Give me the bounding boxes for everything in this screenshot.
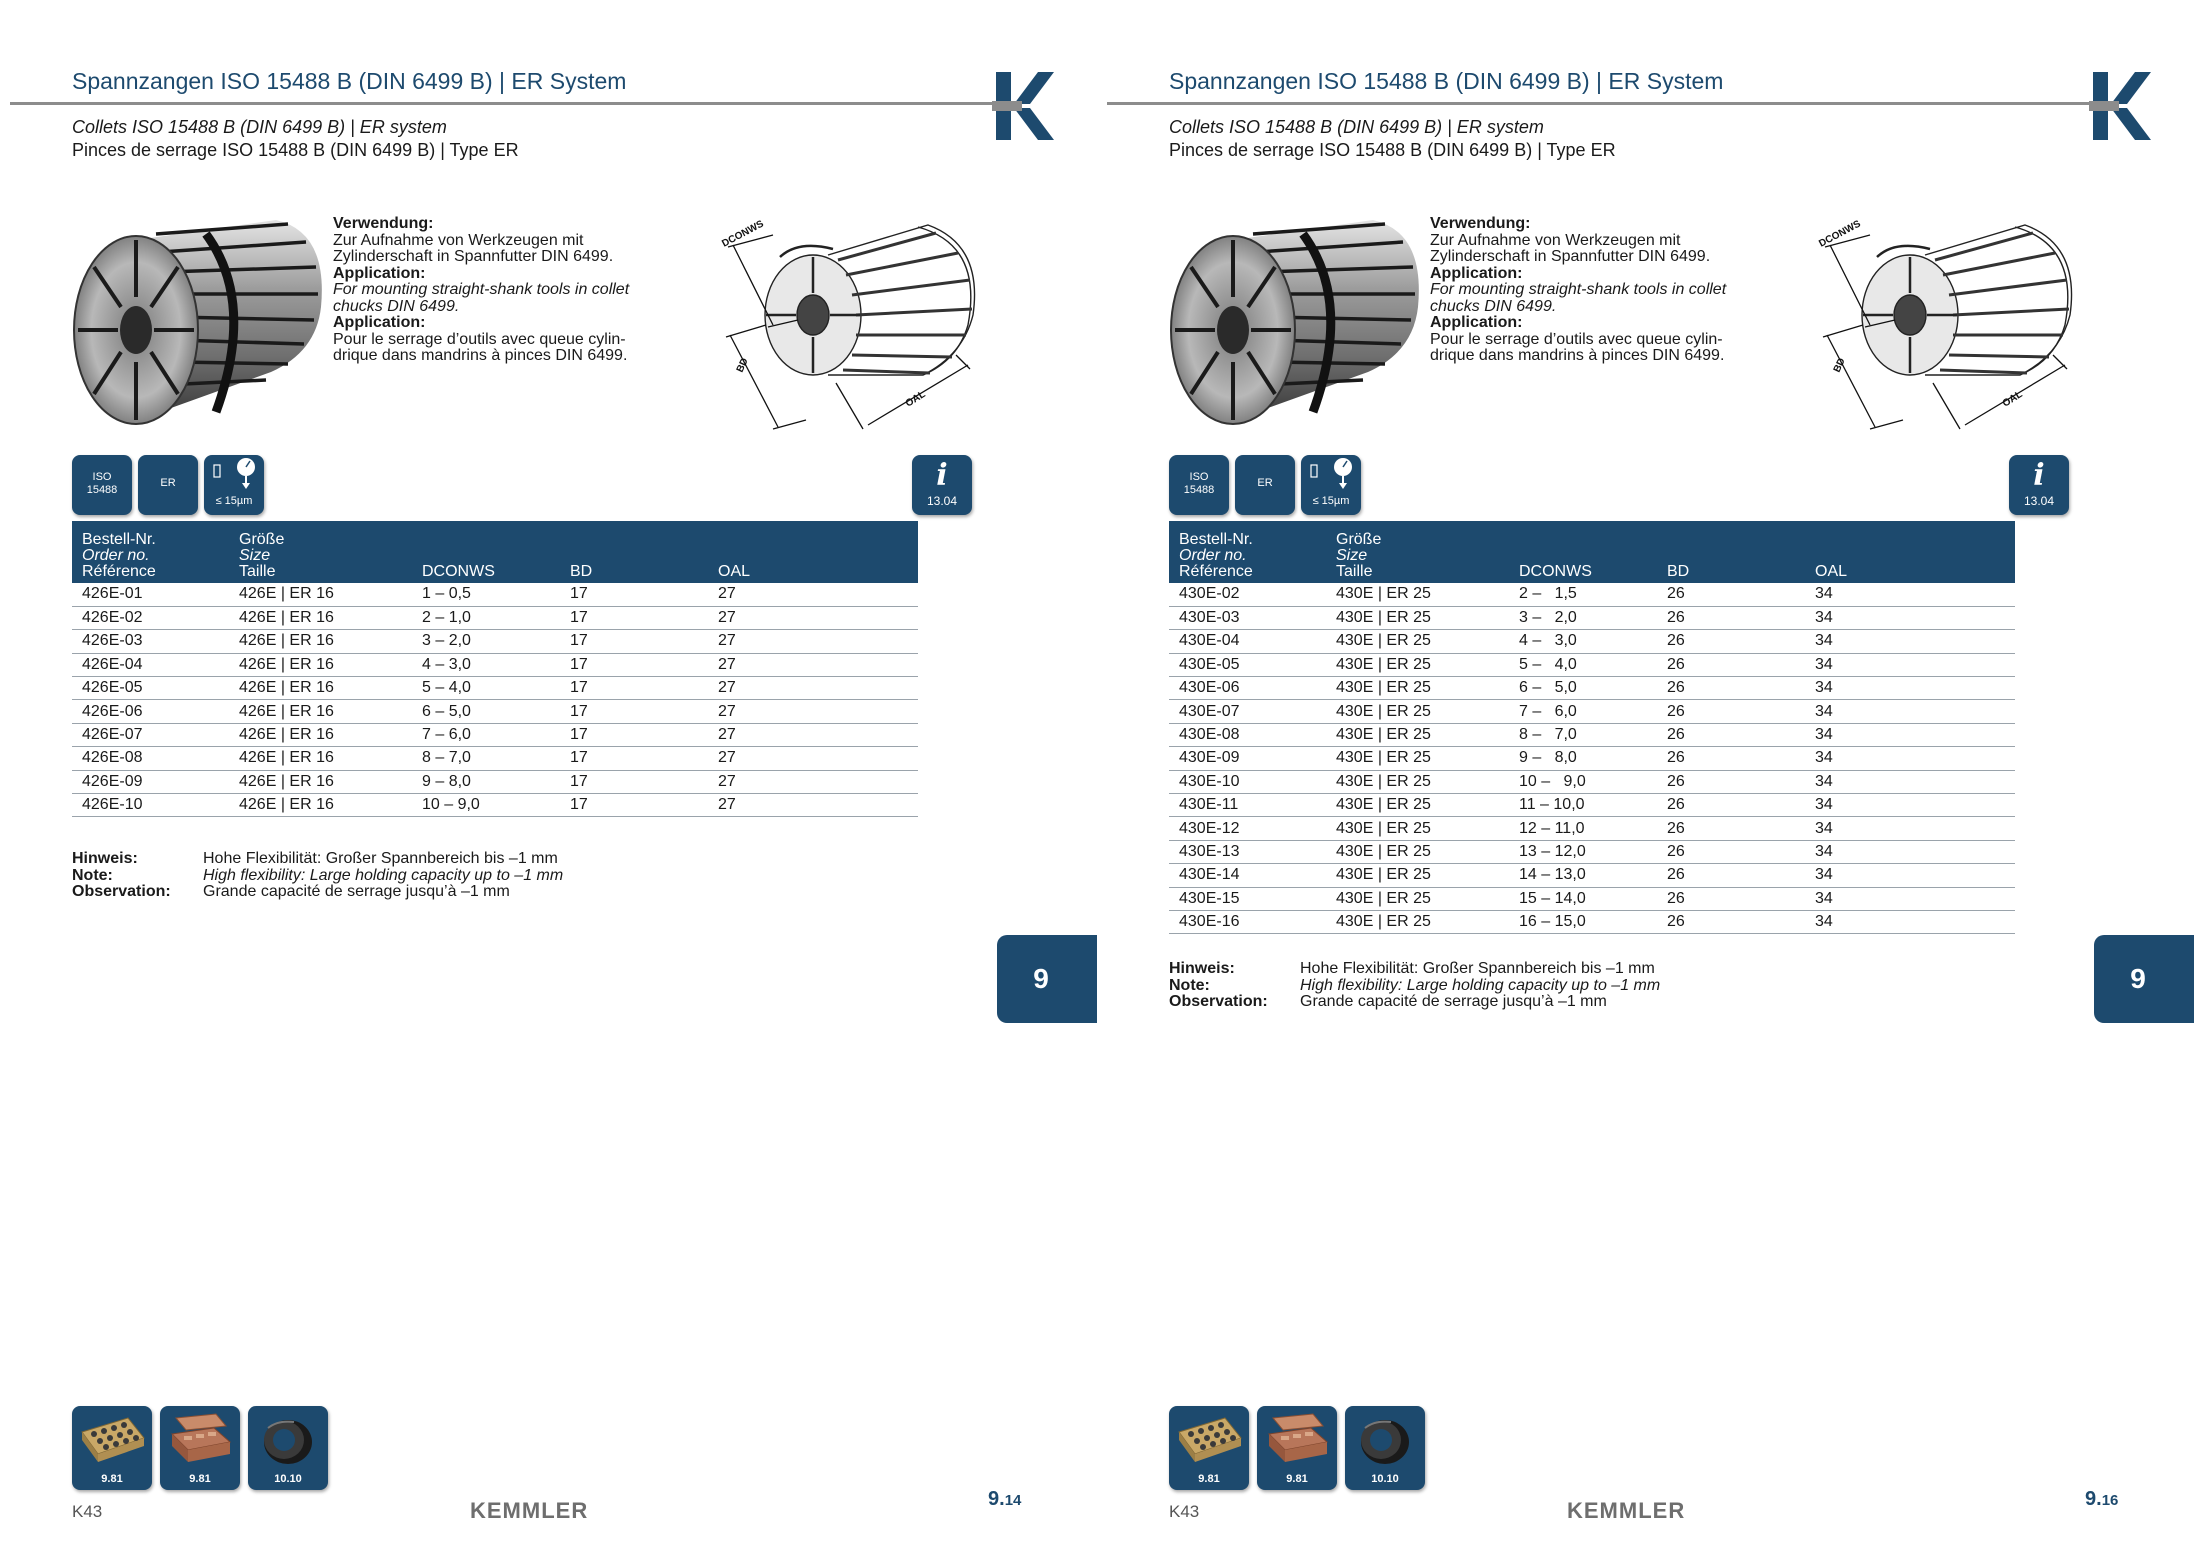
info-reference: 13.04: [2023, 494, 2055, 508]
cell-dconws: 4 – 3,0: [412, 653, 560, 676]
note-row-en: [1169, 978, 1660, 995]
note-text-fr: Grande capacité de serrage jusqu’à –1 mm: [203, 883, 510, 900]
cell-dconws: 10 – 9,0: [412, 794, 560, 817]
cell-bd: 26: [1657, 794, 1805, 817]
cell-order-no: 426E-05: [72, 677, 229, 700]
note-text-de: Hohe Flexibilität: Großer Spannbereich bis –1 mm: [1300, 960, 1655, 977]
cell-dconws: 5 – 4,0: [412, 677, 560, 700]
drawing-label-bd: BD: [1831, 356, 1848, 375]
cell-oal: 34: [1805, 794, 2015, 817]
cell-size: 426E | ER 16: [229, 606, 412, 629]
table-row: [1169, 770, 2015, 793]
cell-oal: 34: [1805, 817, 2015, 840]
cell-order-no: 430E-05: [1169, 653, 1326, 676]
usage-text-en: For mounting straight-shank tools in collet chucks DIN 6499.: [333, 281, 630, 315]
cell-order-no: 426E-03: [72, 630, 229, 653]
cell-order-no: 426E-01: [72, 583, 229, 606]
cell-dconws: 6 – 5,0: [412, 700, 560, 723]
er-badge-label: ER: [160, 477, 176, 489]
cell-size: 430E | ER 25: [1326, 700, 1509, 723]
note-row-de: [1169, 961, 1660, 978]
runout-gauge-icon: [1307, 457, 1357, 491]
collet-wooden-box-icon: [166, 1412, 234, 1468]
cell-bd: 17: [560, 747, 708, 770]
cell-oal: 27: [708, 630, 918, 653]
cell-order-no: 426E-02: [72, 606, 229, 629]
chapter-number: 9: [2130, 963, 2146, 994]
cell-dconws: 15 – 14,0: [1509, 887, 1657, 910]
cell-bd: 26: [1657, 653, 1805, 676]
cell-oal: 27: [708, 700, 918, 723]
table-row: [72, 583, 918, 606]
cell-oal: 34: [1805, 910, 2015, 933]
drawing-label-dconws: DCONWS: [720, 218, 766, 250]
cell-oal: 34: [1805, 887, 2015, 910]
table-row: [1169, 747, 2015, 770]
cell-size: 430E | ER 25: [1326, 583, 1509, 606]
cell-size: 426E | ER 16: [229, 794, 412, 817]
chapter-tab[interactable]: [2094, 935, 2194, 1023]
header-order-en: Order no.: [1179, 547, 1247, 564]
page-title: Spannzangen ISO 15488 B (DIN 6499 B) | ER System: [1169, 68, 1724, 94]
cell-dconws: 4 – 3,0: [1509, 630, 1657, 653]
cell-order-no: 430E-14: [1169, 864, 1326, 887]
col-size: [229, 521, 412, 583]
iso-standard-badge: [1169, 455, 1229, 515]
cell-bd: 26: [1657, 840, 1805, 863]
cell-dconws: 5 – 4,0: [1509, 653, 1657, 676]
collet-wooden-box-icon: [1263, 1412, 1331, 1468]
table-row: [72, 794, 918, 817]
accessory-ref: 9.81: [1286, 1473, 1308, 1485]
table-row: [1169, 606, 2015, 629]
cell-dconws: 11 – 10,0: [1509, 794, 1657, 817]
accessory-ref: 10.10: [274, 1473, 302, 1485]
catalog-code: K43: [1169, 1502, 1200, 1521]
header-order-en: Order no.: [82, 547, 150, 564]
cell-oal: 34: [1805, 864, 2015, 887]
usage-block: [333, 216, 673, 365]
table-row: [72, 723, 918, 746]
cell-order-no: 430E-09: [1169, 747, 1326, 770]
subtitle-french: Pinces de serrage ISO 15488 B (DIN 6499 B) | Type ER: [72, 140, 519, 160]
cell-order-no: 430E-13: [1169, 840, 1326, 863]
cell-order-no: 430E-02: [1169, 583, 1326, 606]
subtitle-english: Collets ISO 15488 B (DIN 6499 B) | ER system: [72, 117, 447, 137]
cell-size: 430E | ER 25: [1326, 910, 1509, 933]
notes-block: [1169, 961, 1660, 1011]
table-row: [72, 747, 918, 770]
cell-bd: 17: [560, 700, 708, 723]
cell-order-no: 426E-04: [72, 653, 229, 676]
cell-order-no: 426E-07: [72, 723, 229, 746]
iso-standard-badge: [72, 455, 132, 515]
usage-text-de: Zur Aufnahme von Werkzeugen mit Zylinderschaft in Spannfutter DIN 6499.: [1430, 231, 1711, 265]
col-bd: BD: [1657, 521, 1805, 583]
accessory-ref: 10.10: [1371, 1473, 1399, 1485]
col-bd: BD: [560, 521, 708, 583]
cell-size: 430E | ER 25: [1326, 864, 1509, 887]
cell-bd: 17: [560, 653, 708, 676]
table-row: [1169, 583, 2015, 606]
cell-order-no: 430E-10: [1169, 770, 1326, 793]
table-row: [1169, 910, 2015, 933]
cell-bd: 26: [1657, 630, 1805, 653]
cell-order-no: 430E-03: [1169, 606, 1326, 629]
cell-bd: 17: [560, 794, 708, 817]
cell-bd: 26: [1657, 606, 1805, 629]
product-table: [1169, 521, 2015, 934]
cell-size: 430E | ER 25: [1326, 630, 1509, 653]
table-row: [72, 630, 918, 653]
cell-order-no: 430E-07: [1169, 700, 1326, 723]
accessory-collet-set-tray[interactable]: [1169, 1406, 1249, 1490]
table-header-row: [72, 521, 918, 583]
info-reference-badge[interactable]: [912, 455, 972, 515]
cell-size: 426E | ER 16: [229, 747, 412, 770]
cell-dconws: 8 – 7,0: [1509, 723, 1657, 746]
cell-order-no: 426E-10: [72, 794, 229, 817]
cell-dconws: 9 – 8,0: [1509, 747, 1657, 770]
accessory-ref: 9.81: [189, 1473, 211, 1485]
cell-oal: 34: [1805, 630, 2015, 653]
cell-bd: 26: [1657, 677, 1805, 700]
info-icon: i: [2033, 458, 2045, 493]
header-size-fr: Taille: [1336, 563, 1373, 580]
cell-size: 426E | ER 16: [229, 770, 412, 793]
clamping-nut-icon: [1351, 1412, 1419, 1468]
page-number: [988, 1488, 1021, 1511]
cell-dconws: 2 – 1,5: [1509, 583, 1657, 606]
collet-drawing: [718, 205, 988, 440]
cell-size: 426E | ER 16: [229, 630, 412, 653]
col-dconws: DCONWS: [1509, 521, 1657, 583]
kemmler-k-logo-icon: [2089, 70, 2153, 142]
usage-label-en: Application:: [333, 264, 426, 282]
cell-order-no: 426E-06: [72, 700, 229, 723]
table-row: [72, 700, 918, 723]
col-oal: OAL: [708, 521, 918, 583]
info-reference: 13.04: [926, 494, 958, 508]
cell-order-no: 430E-06: [1169, 677, 1326, 700]
brand-name: KEMMLER: [470, 1498, 589, 1523]
cell-dconws: 12 – 11,0: [1509, 817, 1657, 840]
cell-oal: 34: [1805, 700, 2015, 723]
er-type-badge: [1235, 455, 1295, 515]
cell-size: 430E | ER 25: [1326, 794, 1509, 817]
collet-drawing: [1815, 205, 2085, 440]
cell-size: 430E | ER 25: [1326, 747, 1509, 770]
cell-size: 430E | ER 25: [1326, 606, 1509, 629]
header-order-de: Bestell-Nr.: [82, 531, 156, 548]
table-row: [72, 677, 918, 700]
note-text-fr: Grande capacité de serrage jusqu’à –1 mm: [1300, 993, 1607, 1010]
cell-order-no: 430E-12: [1169, 817, 1326, 840]
cell-size: 426E | ER 16: [229, 653, 412, 676]
runout-badge: [1301, 455, 1361, 515]
cell-size: 426E | ER 16: [229, 700, 412, 723]
cell-order-no: 426E-09: [72, 770, 229, 793]
notes-block: [72, 851, 563, 901]
table-body: [1169, 583, 2015, 934]
cell-oal: 34: [1805, 747, 2015, 770]
cell-size: 430E | ER 25: [1326, 887, 1509, 910]
cell-oal: 34: [1805, 840, 2015, 863]
subtitle-french: Pinces de serrage ISO 15488 B (DIN 6499 B) | Type ER: [1169, 140, 1616, 160]
table-row: [1169, 653, 2015, 676]
header-rule: [10, 102, 1000, 105]
accessory-clamping-nut[interactable]: [1345, 1406, 1425, 1490]
table-row: [1169, 864, 2015, 887]
col-order-no: [1169, 521, 1326, 583]
page-title: Spannzangen ISO 15488 B (DIN 6499 B) | ER System: [72, 68, 627, 94]
cell-size: 430E | ER 25: [1326, 677, 1509, 700]
runout-badge: [204, 455, 264, 515]
kemmler-k-logo-icon: [992, 70, 1056, 142]
table-row: [1169, 887, 2015, 910]
cell-oal: 27: [708, 653, 918, 676]
cell-dconws: 7 – 6,0: [1509, 700, 1657, 723]
runout-badge-label: ≤ 15µm: [1312, 495, 1350, 507]
cell-oal: 34: [1805, 723, 2015, 746]
header-size-en: Size: [1336, 547, 1368, 564]
catalog-code: K43: [72, 1502, 103, 1521]
note-label-de: Hinweis:: [1169, 960, 1235, 977]
cell-bd: 17: [560, 677, 708, 700]
cell-oal: 34: [1805, 770, 2015, 793]
cell-dconws: 14 – 13,0: [1509, 864, 1657, 887]
cell-size: 430E | ER 25: [1326, 817, 1509, 840]
cell-dconws: 16 – 15,0: [1509, 910, 1657, 933]
cell-dconws: 9 – 8,0: [412, 770, 560, 793]
cell-order-no: 430E-15: [1169, 887, 1326, 910]
cell-size: 430E | ER 25: [1326, 770, 1509, 793]
note-row-en: [72, 868, 563, 885]
iso-badge-label: ISO 15488: [1183, 471, 1215, 496]
cell-oal: 27: [708, 583, 918, 606]
note-text-de: Hohe Flexibilität: Großer Spannbereich bis –1 mm: [203, 850, 558, 867]
table-row: [1169, 677, 2015, 700]
header-rule: [1107, 102, 2097, 105]
note-row-fr: [72, 884, 563, 901]
cell-oal: 34: [1805, 583, 2015, 606]
note-row-fr: [1169, 994, 1660, 1011]
cell-order-no: 426E-08: [72, 747, 229, 770]
header-size-de: Größe: [1336, 531, 1382, 548]
cell-size: 426E | ER 16: [229, 583, 412, 606]
cell-dconws: 1 – 0,5: [412, 583, 560, 606]
page-number: [2085, 1488, 2118, 1511]
er-badge-label: ER: [1257, 477, 1273, 489]
cell-dconws: 3 – 2,0: [1509, 606, 1657, 629]
cell-size: 426E | ER 16: [229, 723, 412, 746]
cell-oal: 27: [708, 794, 918, 817]
cell-bd: 17: [560, 583, 708, 606]
page-number-main: 9.: [988, 1488, 1005, 1510]
usage-label-fr: Application:: [333, 314, 426, 331]
cell-dconws: 6 – 5,0: [1509, 677, 1657, 700]
table-row: [1169, 817, 2015, 840]
cell-oal: 27: [708, 606, 918, 629]
table-header-row: [1169, 521, 2015, 583]
accessory-ref: 9.81: [101, 1473, 123, 1485]
cell-size: 430E | ER 25: [1326, 653, 1509, 676]
cell-oal: 27: [708, 770, 918, 793]
table-row: [1169, 723, 2015, 746]
cell-dconws: 2 – 1,0: [412, 606, 560, 629]
page-number-sub: 14: [1004, 1492, 1022, 1509]
product-table: [72, 521, 918, 817]
cell-bd: 17: [560, 723, 708, 746]
table-row: [1169, 700, 2015, 723]
cell-oal: 27: [708, 723, 918, 746]
cell-bd: 17: [560, 606, 708, 629]
cell-bd: 17: [560, 630, 708, 653]
accessory-collet-set-tray[interactable]: [72, 1406, 152, 1490]
info-icon: i: [936, 458, 948, 493]
cell-bd: 26: [1657, 910, 1805, 933]
page-number-sub: 16: [2101, 1492, 2119, 1509]
note-row-de: [72, 851, 563, 868]
usage-label-de: Verwendung:: [333, 215, 434, 232]
usage-block: [1430, 216, 1770, 365]
note-label-en: Note:: [1169, 976, 1210, 994]
accessory-wooden-box[interactable]: [160, 1406, 240, 1490]
cell-bd: 26: [1657, 700, 1805, 723]
er-type-badge: [138, 455, 198, 515]
collet-photo: [1163, 212, 1425, 432]
cell-order-no: 430E-08: [1169, 723, 1326, 746]
cell-size: 426E | ER 16: [229, 677, 412, 700]
info-reference-badge[interactable]: [2009, 455, 2069, 515]
accessory-clamping-nut[interactable]: [248, 1406, 328, 1490]
usage-label-de: Verwendung:: [1430, 215, 1531, 232]
iso-badge-label: ISO 15488: [86, 471, 118, 496]
drawing-label-oal: OAL: [2000, 389, 2025, 410]
runout-badge-label: ≤ 15µm: [215, 495, 253, 507]
cell-oal: 34: [1805, 653, 2015, 676]
header-size-fr: Taille: [239, 563, 276, 580]
header-order-fr: Référence: [1179, 563, 1253, 580]
col-size: [1326, 521, 1509, 583]
table-body: [72, 583, 918, 817]
table-row: [72, 770, 918, 793]
usage-label-en: Application:: [1430, 264, 1523, 282]
cell-order-no: 430E-11: [1169, 794, 1326, 817]
note-label-de: Hinweis:: [72, 850, 138, 867]
cell-oal: 27: [708, 677, 918, 700]
cell-oal: 27: [708, 747, 918, 770]
table-row: [1169, 840, 2015, 863]
table-row: [1169, 630, 2015, 653]
header-size-en: Size: [239, 547, 271, 564]
cell-bd: 26: [1657, 770, 1805, 793]
col-dconws: DCONWS: [412, 521, 560, 583]
subtitle-english: Collets ISO 15488 B (DIN 6499 B) | ER system: [1169, 117, 1544, 137]
header-order-fr: Référence: [82, 563, 156, 580]
drawing-label-dconws: DCONWS: [1817, 218, 1863, 250]
cell-size: 430E | ER 25: [1326, 840, 1509, 863]
usage-text-fr: Pour le serrage d’outils avec queue cylin- drique dans mandrins à pinces DIN 6499.: [1430, 330, 1725, 364]
cell-order-no: 430E-04: [1169, 630, 1326, 653]
page-number-main: 9.: [2085, 1488, 2102, 1510]
cell-dconws: 13 – 12,0: [1509, 840, 1657, 863]
usage-text-en: For mounting straight-shank tools in collet chucks DIN 6499.: [1430, 281, 1727, 315]
drawing-label-bd: BD: [734, 356, 751, 375]
chapter-number: 9: [1033, 963, 1049, 994]
note-text-en: High flexibility: Large holding capacity up to –1 mm: [203, 866, 564, 884]
table-row: [72, 606, 918, 629]
cell-bd: 26: [1657, 887, 1805, 910]
cell-oal: 34: [1805, 606, 2015, 629]
note-label-fr: Observation:: [72, 883, 171, 900]
clamping-nut-icon: [254, 1412, 322, 1468]
drawing-label-oal: OAL: [903, 389, 928, 410]
cell-dconws: 7 – 6,0: [412, 723, 560, 746]
cell-dconws: 8 – 7,0: [412, 747, 560, 770]
cell-bd: 26: [1657, 723, 1805, 746]
catalog-page-right: [1097, 0, 2194, 1559]
accessory-ref: 9.81: [1198, 1473, 1220, 1485]
accessory-wooden-box[interactable]: [1257, 1406, 1337, 1490]
header-size-de: Größe: [239, 531, 285, 548]
collet-set-tray-icon: [1175, 1412, 1243, 1468]
col-oal: OAL: [1805, 521, 2015, 583]
runout-gauge-icon: [210, 457, 260, 491]
cell-order-no: 430E-16: [1169, 910, 1326, 933]
table-row: [72, 653, 918, 676]
cell-dconws: 3 – 2,0: [412, 630, 560, 653]
usage-text-de: Zur Aufnahme von Werkzeugen mit Zylinderschaft in Spannfutter DIN 6499.: [333, 231, 614, 265]
header-order-de: Bestell-Nr.: [1179, 531, 1253, 548]
cell-bd: 26: [1657, 583, 1805, 606]
cell-oal: 34: [1805, 677, 2015, 700]
cell-size: 430E | ER 25: [1326, 723, 1509, 746]
cell-bd: 26: [1657, 747, 1805, 770]
collet-photo: [66, 212, 328, 432]
col-order-no: [72, 521, 229, 583]
note-label-en: Note:: [72, 866, 113, 884]
cell-dconws: 10 – 9,0: [1509, 770, 1657, 793]
collet-set-tray-icon: [78, 1412, 146, 1468]
brand-name: KEMMLER: [1567, 1498, 1686, 1523]
note-text-en: High flexibility: Large holding capacity up to –1 mm: [1300, 976, 1661, 994]
cell-bd: 26: [1657, 864, 1805, 887]
cell-bd: 17: [560, 770, 708, 793]
cell-bd: 26: [1657, 817, 1805, 840]
chapter-tab[interactable]: [997, 935, 1097, 1023]
table-row: [1169, 794, 2015, 817]
usage-text-fr: Pour le serrage d’outils avec queue cylin- drique dans mandrins à pinces DIN 6499.: [333, 330, 628, 364]
usage-label-fr: Application:: [1430, 314, 1523, 331]
note-label-fr: Observation:: [1169, 993, 1268, 1010]
